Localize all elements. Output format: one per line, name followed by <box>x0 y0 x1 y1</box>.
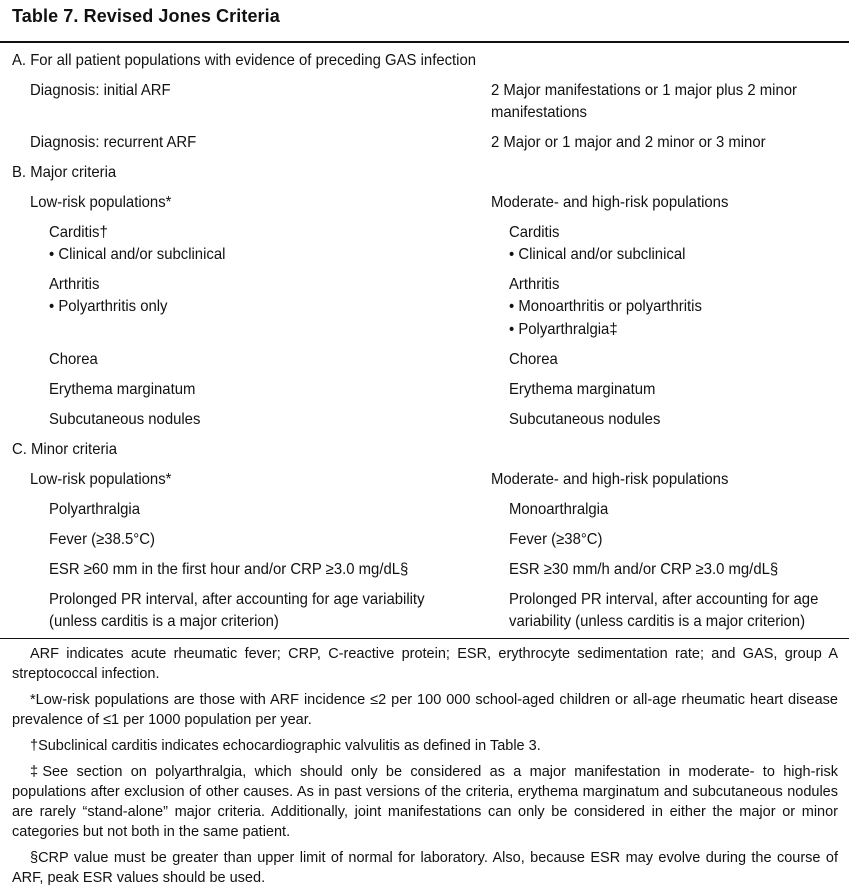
section-a-heading: A. For all patient populations with evidence of preceding GAS infection <box>12 52 477 69</box>
minor-low-arthralgia: Polyarthralgia <box>49 501 140 518</box>
initial-arf-label: Diagnosis: initial ARF <box>30 82 171 99</box>
bottom-rule <box>0 638 849 639</box>
minor-low-risk-header: Low-risk populations* <box>30 471 172 488</box>
minor-low-esr: ESR ≥60 mm in the first hour and/or CRP ≥3.0 mg/dL§ <box>49 561 409 578</box>
initial-arf-value-line1: 2 Major manifestations or 1 major plus 2 minor <box>491 82 797 99</box>
major-low-carditis: Carditis† <box>49 224 108 241</box>
major-low-carditis-detail: • Clinical and/or subclinical <box>49 246 226 263</box>
section-b-heading: B. Major criteria <box>12 164 117 181</box>
major-low-erythema: Erythema marginatum <box>49 381 196 398</box>
minor-low-pr-line2: (unless carditis is a major criterion) <box>49 613 279 630</box>
minor-high-arthralgia: Monoarthralgia <box>509 501 609 518</box>
minor-high-esr: ESR ≥30 mm/h and/or CRP ≥3.0 mg/dL§ <box>509 561 779 578</box>
major-high-arthritis: Arthritis <box>509 276 560 293</box>
major-low-nodules: Subcutaneous nodules <box>49 411 201 428</box>
minor-high-pr-line1: Prolonged PR interval, after accounting for age <box>509 591 819 608</box>
initial-arf-value-line2: manifestations <box>491 104 587 121</box>
recurrent-arf-value: 2 Major or 1 major and 2 minor or 3 minor <box>491 134 766 151</box>
major-high-arthritis-detail1: • Monoarthritis or polyarthritis <box>509 298 702 315</box>
section-c-heading: C. Minor criteria <box>12 441 118 458</box>
major-low-chorea: Chorea <box>49 351 98 368</box>
minor-high-fever: Fever (≥38°C) <box>509 531 603 548</box>
major-high-risk-header: Moderate- and high-risk populations <box>491 194 729 211</box>
footnote-low-risk: *Low-risk populations are those with ARF incidence ≤2 per 100 000 school-aged children or all-age rheumatic heart disease prevalence of ≤1 per 1000 population per year. <box>12 692 838 728</box>
footnote-abbreviations: ARF indicates acute rheumatic fever; CRP, C-reactive protein; ESR, erythrocyte sedimentation rate; and GAS, group A streptococcal infection. <box>12 646 838 682</box>
major-high-chorea: Chorea <box>509 351 558 368</box>
minor-high-pr-line2: variability (unless carditis is a major criterion) <box>509 613 806 630</box>
table-title: Table 7. Revised Jones Criteria <box>12 6 280 26</box>
minor-low-pr-line1: Prolonged PR interval, after accounting for age variability <box>49 591 425 608</box>
major-high-nodules: Subcutaneous nodules <box>509 411 661 428</box>
footnote-subclinical-carditis: †Subclinical carditis indicates echocardiographic valvulitis as defined in Table 3. <box>30 738 541 754</box>
minor-low-fever: Fever (≥38.5°C) <box>49 531 155 548</box>
major-low-risk-header: Low-risk populations* <box>30 194 172 211</box>
minor-high-risk-header: Moderate- and high-risk populations <box>491 471 729 488</box>
top-rule <box>0 41 849 43</box>
recurrent-arf-label: Diagnosis: recurrent ARF <box>30 134 197 151</box>
major-high-erythema: Erythema marginatum <box>509 381 656 398</box>
major-high-carditis: Carditis <box>509 224 560 241</box>
major-high-arthritis-detail2: • Polyarthralgia‡ <box>509 321 618 338</box>
major-low-arthritis-detail: • Polyarthritis only <box>49 298 168 315</box>
major-high-carditis-detail: • Clinical and/or subclinical <box>509 246 686 263</box>
major-low-arthritis: Arthritis <box>49 276 100 293</box>
footnote-polyarthralgia: ‡See section on polyarthralgia, which should only be considered as a major manifestation in moderate- to high-risk populations after exclusion of other causes. As in past versions of the criteria, erythema marginatum and subcutaneous nodules are rarely “stand-alone” major criteria. Additionally, joint manifestations can only be considered in either the major or minor categories but not both in the same patient. <box>12 764 838 840</box>
footnote-crp: §CRP value must be greater than upper limit of normal for laboratory. Also, because ESR may evolve during the course of ARF, peak ESR values should be used. <box>12 850 838 886</box>
